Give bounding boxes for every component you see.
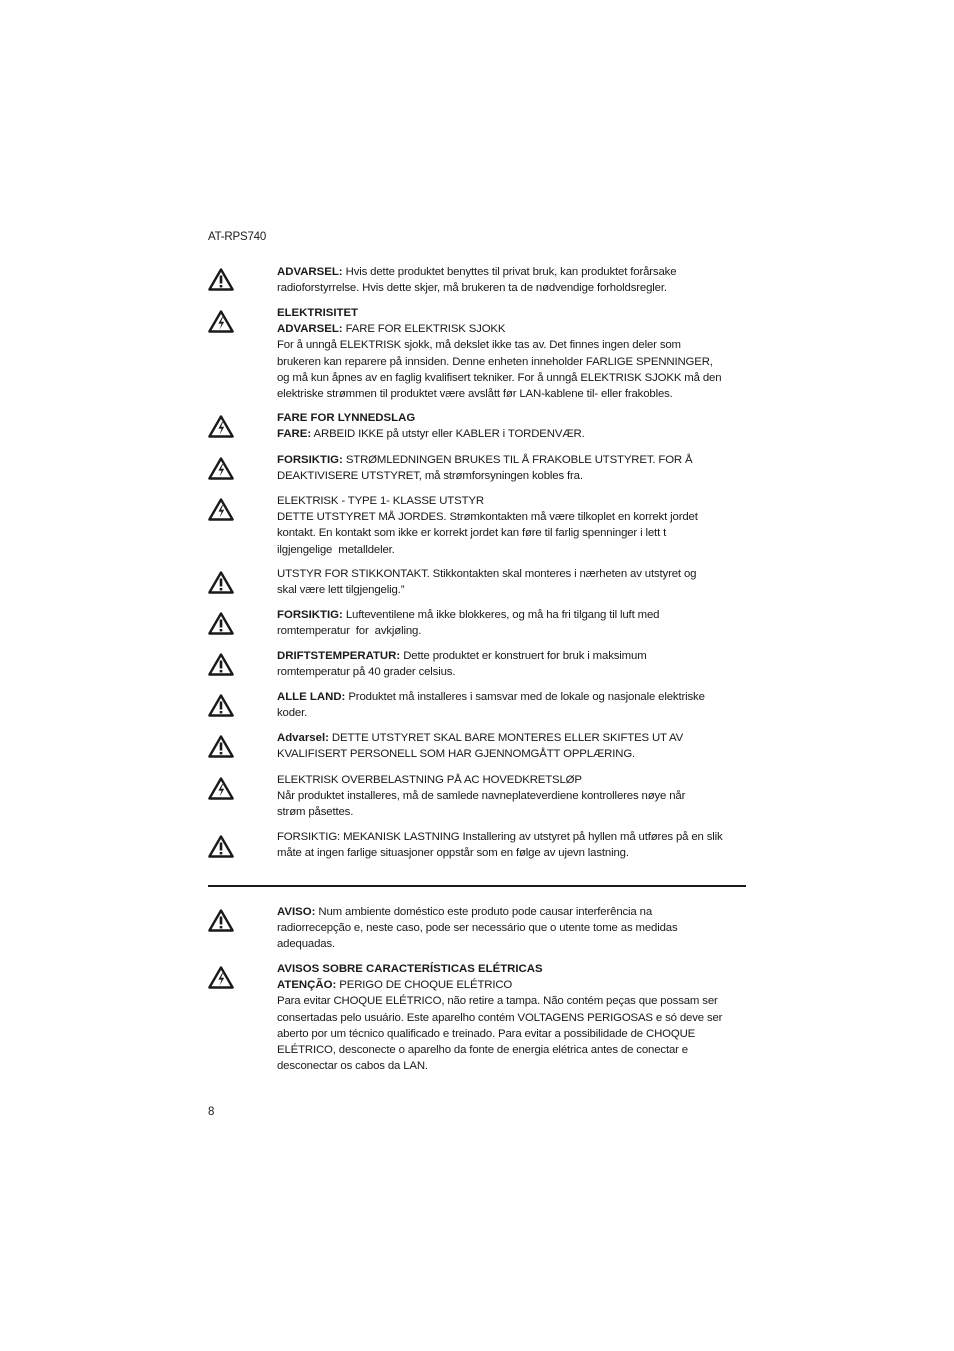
notice-line-text: FORSIKTIG: MEKANISK LASTNING Installering av utstyret på hyllen må utføres på en slik (277, 831, 723, 843)
notice-line (277, 337, 747, 353)
notice-line (277, 920, 747, 936)
notice-line-text: romtemperatur på 40 grader celsius. (277, 666, 456, 679)
warning-icon (208, 268, 234, 291)
notice-line-text: kontakt. En kontakt som ikke er korrekt jordet kan føre til farlig spenninger i lett t (277, 527, 667, 540)
notice-text (277, 452, 747, 484)
notice-line-bold: AVISOS SOBRE CARACTERÍSTICAS ELÉTRICAS (277, 963, 543, 975)
notice-line-text: desconectar os cabos da LAN. (277, 1060, 428, 1073)
notice-line (277, 977, 747, 993)
notice-line-text: Dette produktet er konstruert for bruk i maksimum (400, 650, 647, 662)
electric-shock-icon (208, 777, 234, 800)
notice-line-text: aberto por um técnico qualificado e treinado. Para evitar a possibilidade de CHOQUE (277, 1027, 696, 1040)
notice-line (277, 993, 747, 1009)
notice-line (277, 493, 747, 509)
notice-line (277, 509, 747, 525)
notice-line-bold: AVISO: (277, 906, 316, 918)
notice-line-bold: ADVARSEL: (277, 266, 343, 278)
notice-line-bold: FARE FOR LYNNEDSLAG (277, 412, 416, 424)
notice-text (277, 410, 747, 442)
notice-line-text: STRØMLEDNINGEN BRUKES TIL Å FRAKOBLE UTSTYRET. FOR Å (342, 454, 693, 466)
notice-line (277, 961, 747, 977)
notice-line (277, 1026, 747, 1042)
notice-line (277, 264, 747, 280)
notice-line (277, 582, 747, 598)
notice-line-text: consertadas pelo usuário. Este aparelho contém VOLTAGENS PERIGOSAS e só deve ser (277, 1011, 723, 1024)
notice-line-text: ELÉTRICO, desconecte o aparelho da fonte de energia elétrica antes de conectar e (277, 1044, 688, 1057)
notice-line (277, 386, 747, 402)
notice-line-text: PERIGO DE CHOQUE ELÉTRICO (336, 979, 513, 992)
notice-line (277, 305, 747, 321)
notice-text (277, 566, 747, 598)
notice-line-text: koder. (277, 707, 308, 720)
notice-text (277, 829, 747, 861)
notice-line-bold: ADVARSEL: (277, 323, 343, 336)
notice-text (277, 961, 747, 1074)
notice-line-text: elektriske strømmen til produktet være avslått før LAN-kablene til- eller frakobles. (277, 388, 673, 401)
notice-line (277, 410, 747, 426)
notice-line (277, 623, 747, 639)
notice-text (277, 689, 747, 721)
notice-line-text: UTSTYR FOR STIKKONTAKT. Stikkontakten skal monteres i nærheten av utstyret og (277, 568, 697, 580)
notice-line-text: Para evitar CHOQUE ELÉTRICO, não retire a tampa. Não contém peças que possam ser (277, 995, 718, 1008)
electric-shock-icon (208, 310, 234, 333)
notice-line (277, 280, 747, 296)
notice-line-text: Num ambiente doméstico este produto pode causar interferência na (315, 906, 653, 918)
notice-line-text: ilgjengelige metalldeler. (277, 543, 395, 556)
notice-line-bold: Advarsel: (277, 732, 329, 744)
warning-icon (208, 735, 234, 758)
warning-icon (208, 909, 234, 932)
notice-line-bold: ELEKTRISITET (277, 307, 359, 319)
electric-shock-icon (208, 457, 234, 480)
notice-text (277, 264, 747, 296)
notice-line-bold: ALLE LAND: (277, 691, 346, 703)
notice-line-text: Hvis dette produktet benyttes til privat bruk, kan produktet forårsake (342, 266, 677, 278)
notice-text (277, 904, 747, 953)
notice-line-text: FARE FOR ELEKTRISK SJOKK (342, 323, 506, 336)
notice-line (277, 804, 747, 820)
section-divider (208, 885, 746, 887)
notice-line (277, 452, 747, 468)
notice-line-bold: FORSIKTIG: (277, 609, 343, 621)
notice-line (277, 468, 747, 484)
notice-line (277, 370, 747, 386)
notice-line-text: måte at ingen farlige situasjoner oppstår som en følge av ujevn lastning. (277, 847, 629, 860)
notice-line-text: skal være lett tilgjengelig.” (277, 584, 405, 597)
notice-line-text: Produktet må installeres i samsvar med de lokale og nasjonale elektriske (345, 691, 705, 703)
notice-text (277, 648, 747, 680)
notice-line (277, 746, 747, 762)
notice-line (277, 321, 747, 337)
electric-shock-icon (208, 966, 234, 989)
notice-line (277, 904, 747, 920)
warning-icon (208, 835, 234, 858)
notice-line (277, 936, 747, 952)
notice-line (277, 525, 747, 541)
notice-line-text: DETTE UTSTYRET SKAL BARE MONTERES ELLER SKIFTES UT AV (328, 732, 684, 744)
notice-line (277, 1042, 747, 1058)
warning-icon (208, 612, 234, 635)
notice-line-text: adequadas. (277, 938, 336, 951)
notice-line (277, 845, 747, 861)
notice-line (277, 730, 747, 746)
notice-line (277, 648, 747, 664)
notice-line (277, 354, 747, 370)
warning-icon (208, 653, 234, 676)
notice-text (277, 730, 747, 762)
notice-line-text: brukeren kan reparere på innsiden. Denne enheten inneholder FARLIGE SPENNINGER, (277, 355, 713, 368)
notice-line-text: DETTE UTSTYRET MÅ JORDES. Strømkontakten må være tilkoplet en korrekt jordet (277, 511, 698, 524)
page-number: 8 (208, 1106, 215, 1118)
notice-line (277, 1058, 747, 1074)
notice-line (277, 829, 747, 845)
notice-text (277, 772, 747, 821)
notice-line-text: romtemperatur for avkjøling. (277, 625, 422, 638)
notice-line-text: ELEKTRISK OVERBELASTNING PÅ AC HOVEDKRETSLØP (277, 774, 582, 786)
notice-line (277, 772, 747, 788)
notice-line-text: DEAKTIVISERE UTSTYRET, må strømforsyningen kobles fra. (277, 470, 583, 483)
notice-text (277, 305, 747, 402)
notice-line-text: radioforstyrrelse. Hvis dette skjer, må brukeren ta de nødvendige forholdsregler. (277, 282, 667, 295)
notice-line-text: og må kun åpnes av en faglig kvalifisert tekniker. For å unngå ELEKTRISK SJOKK må den (277, 371, 722, 384)
electric-shock-icon (208, 415, 234, 438)
warning-icon (208, 694, 234, 717)
notice-line-text: KVALIFISERT PERSONELL SOM HAR GJENNOMGÅTT OPPLÆRING. (277, 748, 636, 761)
notice-line (277, 566, 747, 582)
notice-line-text: strøm påsettes. (277, 806, 354, 819)
electric-shock-icon (208, 498, 234, 521)
notice-line (277, 1010, 747, 1026)
document-code: AT-RPS740 (208, 231, 267, 243)
notice-line (277, 664, 747, 680)
notice-line-text: ARBEID IKKE på utstyr eller KABLER i TORDENVÆR. (311, 428, 585, 441)
warning-icon (208, 571, 234, 594)
notice-line (277, 689, 747, 705)
notice-line-text: radiorrecepção e, neste caso, pode ser necessário que o utente tome as medidas (277, 922, 678, 935)
notice-line (277, 426, 747, 442)
notice-text (277, 493, 747, 558)
notice-line-bold: ATENÇÃO: (277, 979, 337, 992)
notice-line-bold: FORSIKTIG: (277, 454, 343, 466)
notice-line-bold: DRIFTSTEMPERATUR: (277, 650, 401, 662)
notice-line-text: ELEKTRISK - TYPE 1- KLASSE UTSTYR (277, 495, 484, 507)
notice-line-text: Når produktet installeres, må de samlede navneplateverdiene kontrolleres nøye når (277, 790, 686, 803)
notice-text (277, 607, 747, 639)
notice-line (277, 705, 747, 721)
notice-line (277, 607, 747, 623)
notice-line-bold: FARE: (277, 428, 312, 441)
notice-line-text: Lufteventilene må ikke blokkeres, og må ha fri tilgang til luft med (342, 609, 660, 621)
notice-line (277, 788, 747, 804)
notice-line-text: For å unngå ELEKTRISK sjokk, må dekslet ikke tas av. Det finnes ingen deler som (277, 339, 681, 352)
notice-line (277, 542, 747, 558)
